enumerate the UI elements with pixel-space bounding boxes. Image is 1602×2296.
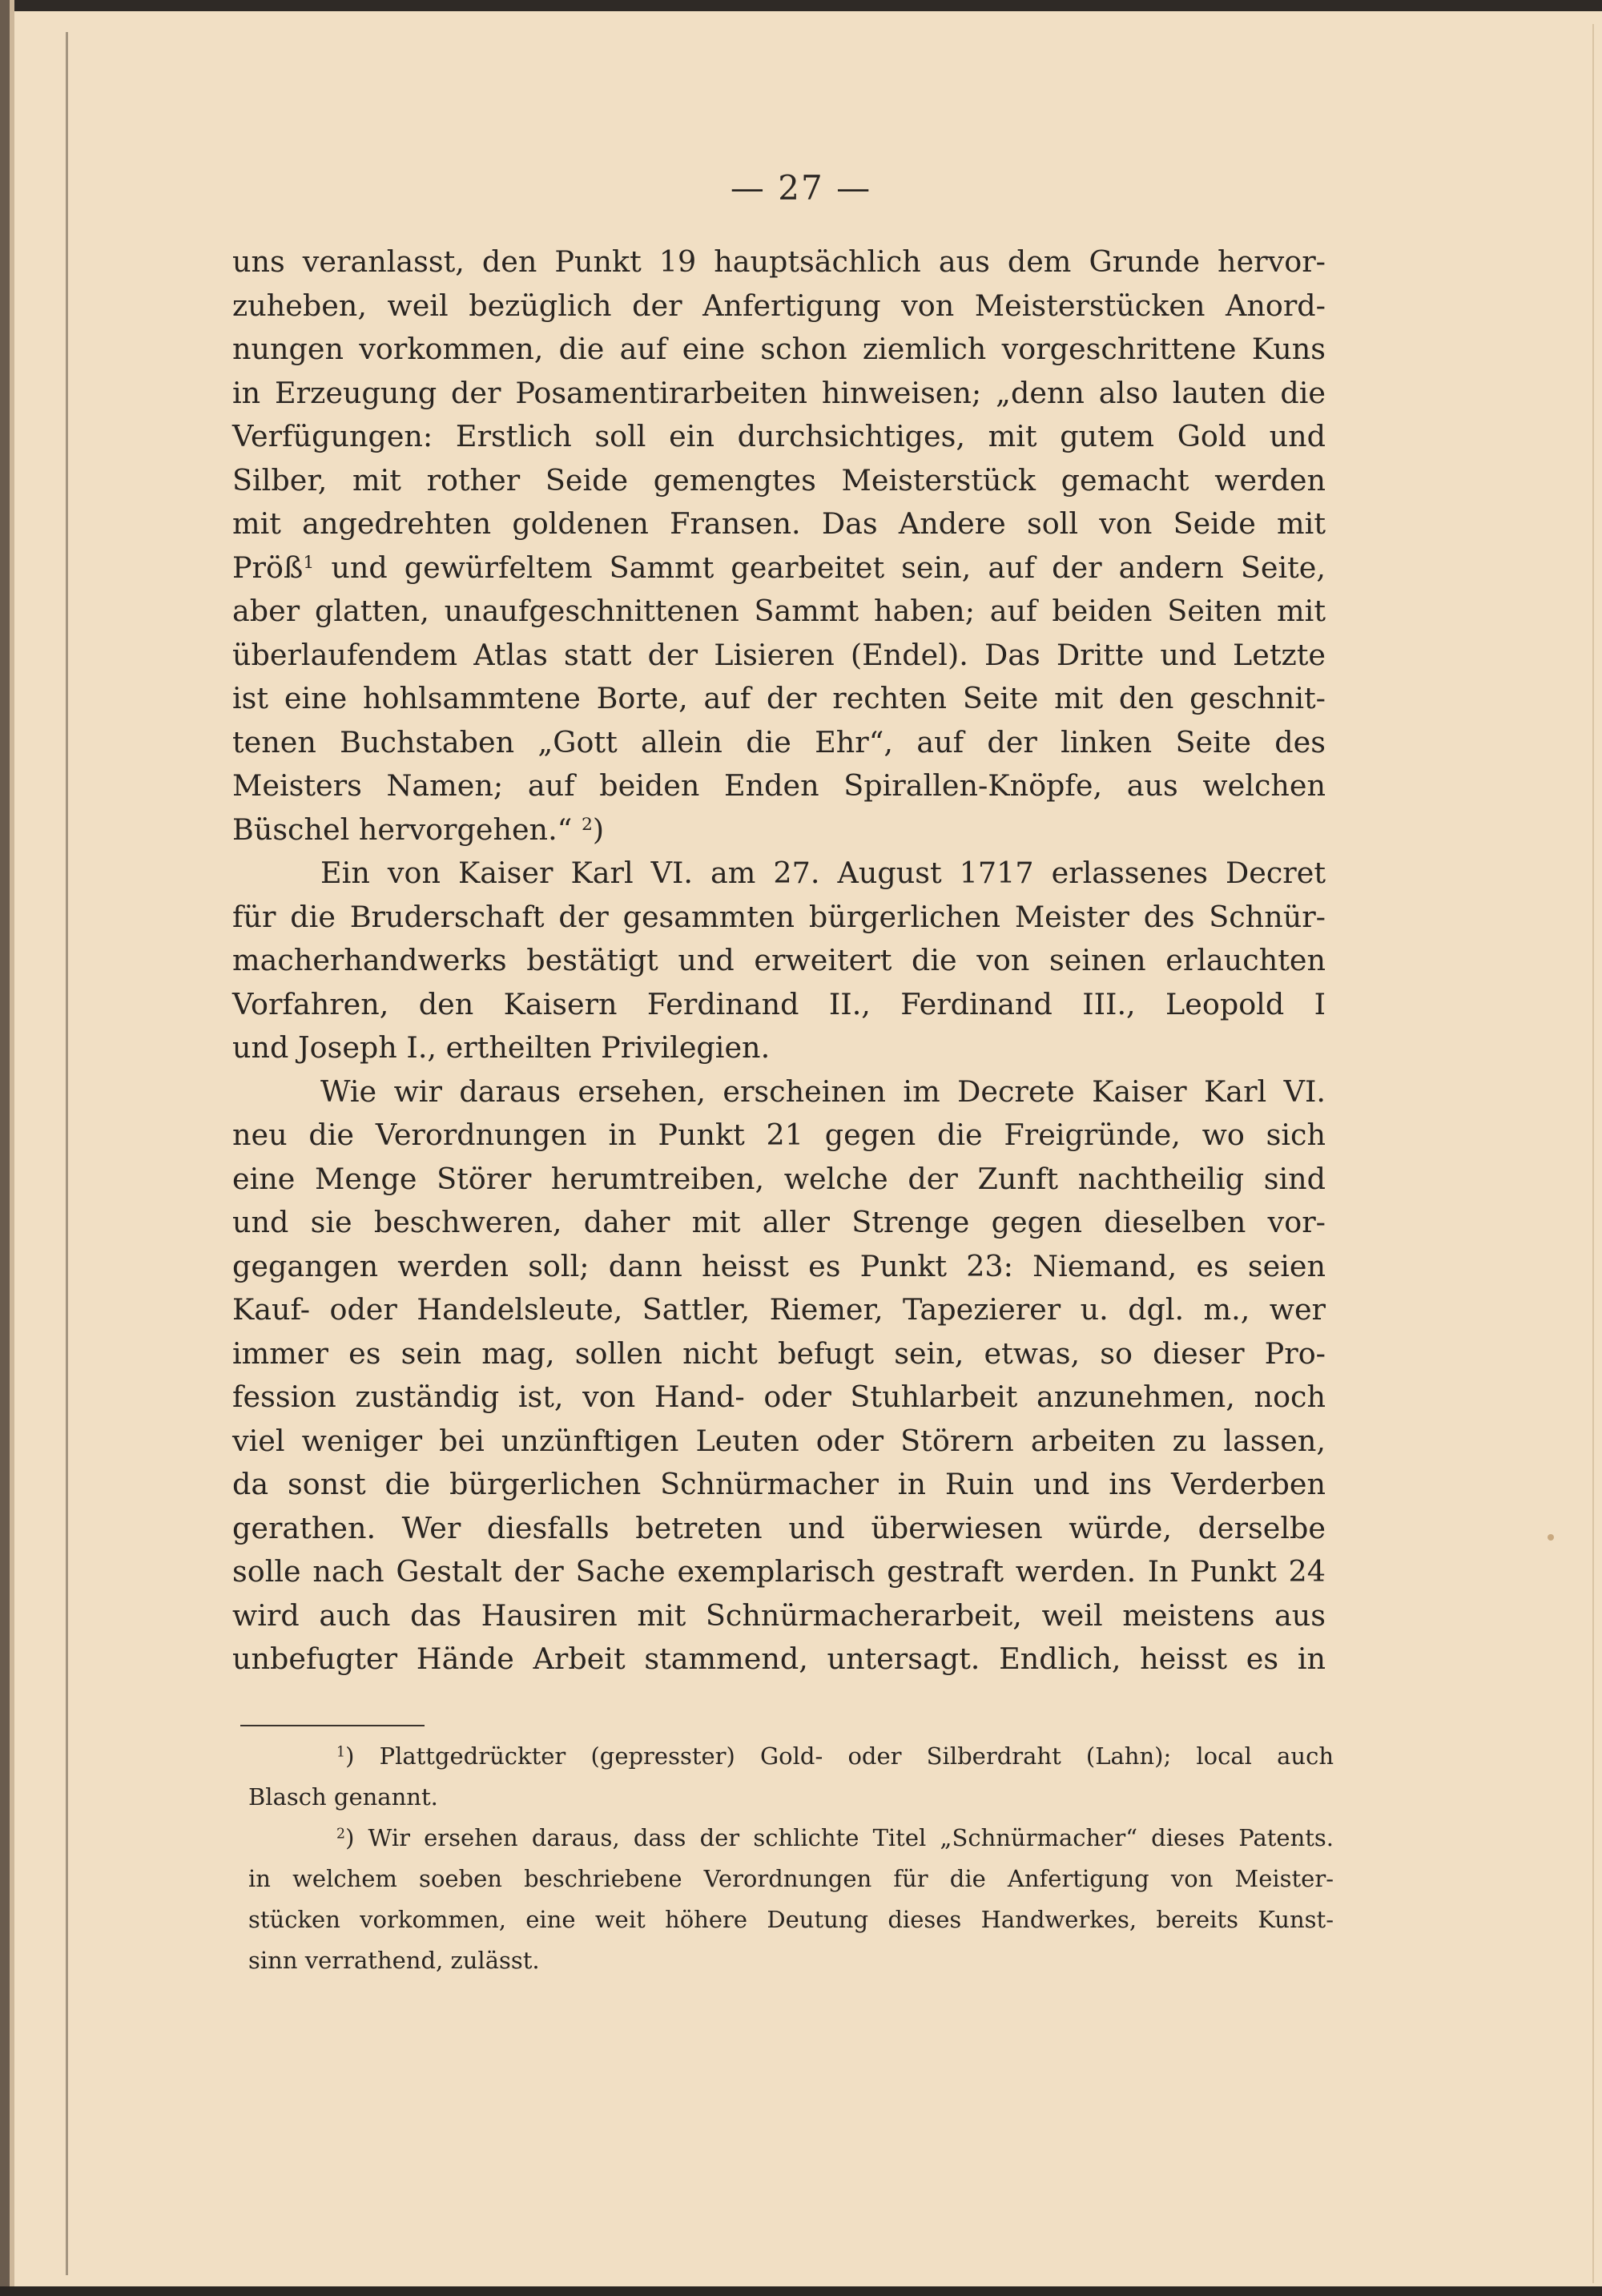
footnote-2-cont: in welchem soeben beschriebene Verordnungen für die Anfertigung von Meister- (248, 1865, 1334, 1892)
body-line: immer es sein mag, sollen nicht befugt sein, etwas, so dieser Pro- (232, 1335, 1326, 1371)
body-line: macherhandwerks bestätigt und erweitert die von seinen erlauchten (232, 943, 1326, 977)
body-line: viel weniger bei unzünftigen Leuten oder Störern arbeiten zu lassen, (232, 1423, 1326, 1458)
footnote-2 (248, 1818, 1334, 1859)
footnote-1 (248, 1736, 1334, 1777)
body-line: eine Menge Störer herumtreiben, welche der Zunft nachtheilig sind (232, 1161, 1326, 1196)
body-line: tenen Buchstaben „Gott allein die Ehr“, auf der linken Seite des (232, 724, 1326, 759)
body-line: für die Bruderschaft der gesammten bürgerlichen Meister des Schnür- (232, 899, 1326, 934)
body-line: uns veranlasst, den Punkt 19 hauptsächlich aus dem Grunde hervor- (232, 244, 1326, 279)
binding-fold-line (66, 32, 68, 2275)
footnote-2-cont: stücken vorkommen, eine weit höhere Deutung dieses Handwerkes, bereits Kunst- (248, 1906, 1334, 1933)
body-line: aber glatten, unaufgeschnittenen Sammt haben; auf beiden Seiten mit (232, 594, 1326, 628)
body-line: unbefugter Hände Arbeit stammend, untersagt. Endlich, heisst es in (232, 1641, 1326, 1676)
page-left-margin-strip (10, 0, 14, 2296)
body-line-8-rest: und gewürfeltem Sammt gearbeitet sein, auf der andern Seite, (314, 550, 1326, 585)
page-left-edge (0, 0, 10, 2296)
body-line-with-note (232, 546, 1326, 590)
body-line-14-text: Büschel hervorgehen.“ (232, 812, 573, 847)
page-right-edge (1592, 24, 1594, 2283)
footnote-ref-2[interactable]: 2 (581, 814, 593, 835)
body-line: zuheben, weil bezüglich der Anfertigung von Meisterstücken Anord- (232, 288, 1326, 323)
paper-stain (1548, 1534, 1554, 1541)
paragraph-start: Ein von Kaiser Karl VI. am 27. August 1717 erlassenes Decret (320, 856, 1326, 890)
body-line: Verfügungen: Erstlich soll ein durchsichtiges, mit gutem Gold und (232, 419, 1326, 453)
body-line: solle nach Gestalt der Sache exemplarisch gestraft werden. In Punkt 24 (232, 1554, 1326, 1589)
body-line: Vorfahren, den Kaisern Ferdinand II., Ferdinand III., Leopold I (232, 986, 1326, 1021)
body-line: fession zuständig ist, von Hand- oder Stuhlarbeit anzunehmen, noch (232, 1380, 1326, 1414)
body-line: Silber, mit rother Seide gemengtes Meisterstück gemacht werden (232, 462, 1326, 497)
body-line-with-note: Büschel hervorgehen.“ $^2$) (232, 812, 605, 847)
body-line: Kauf- oder Handelsleute, Sattler, Riemer, Tapezierer u. dgl. m., wer (232, 1292, 1326, 1327)
body-line: und Joseph I., ertheilten Privilegien. (232, 1030, 771, 1065)
body-line: ist eine hohlsammtene Borte, auf der rechten Seite mit den geschnit- (232, 681, 1326, 715)
body-line: Meisters Namen; auf beiden Enden Spirallen-Knöpfe, aus welchen (232, 768, 1326, 803)
footnote-2-text: ) Wir ersehen daraus, dass der schlichte Titel „Schnürmacher“ dieses Patents. (345, 1824, 1334, 1851)
body-line: überlaufendem Atlas statt der Lisieren (Endel). Das Dritte und Letzte (232, 637, 1326, 672)
footnote-2-cont: sinn verrathend, zulässt. (248, 1947, 540, 1974)
footnote-marker-2: 2 (336, 1826, 346, 1843)
footnote-1-cont: Blasch genannt. (248, 1783, 438, 1811)
footnote-ref-1[interactable]: 1 (303, 552, 315, 573)
body-line: in Erzeugung der Posamentirarbeiten hinweisen; „denn also lauten die (232, 375, 1326, 410)
page-bottom-edge (0, 2286, 1602, 2296)
body-line: neu die Verordnungen in Punkt 21 gegen die Freigründe, wo sich (232, 1118, 1326, 1152)
body-line: da sonst die bürgerlichen Schnürmacher in Ruin und ins Verderben (232, 1467, 1326, 1501)
body-text (232, 240, 1326, 1682)
body-line: wird auch das Hausiren mit Schnürmacherarbeit, weil meistens aus (232, 1597, 1326, 1633)
footnote-separator (240, 1725, 425, 1726)
paragraph-start: Wie wir daraus ersehen, erscheinen im Decrete Kaiser Karl VI. (320, 1073, 1326, 1109)
page-top-edge (0, 0, 1602, 11)
body-line: und sie beschweren, daher mit aller Strenge gegen dieselben vor- (232, 1205, 1326, 1239)
page-number: — 27 — (730, 168, 872, 207)
body-line: gerathen. Wer diesfalls betreten und überwiesen würde, derselbe (232, 1510, 1326, 1545)
body-line-8-start: Pröß (232, 550, 304, 585)
footnote-1-text: ) Plattgedrückter (gepresster) Gold- oder Silberdraht (Lahn); local auch (345, 1742, 1334, 1770)
footnote-marker-1: 1 (336, 1744, 346, 1761)
body-line: mit angedrehten goldenen Fransen. Das Andere soll von Seide mit (232, 506, 1326, 541)
body-line: nungen vorkommen, die auf eine schon ziemlich vorgeschrittene Kuns (232, 332, 1326, 366)
body-line: gegangen werden soll; dann heisst es Punkt 23: Niemand, es seien (232, 1248, 1326, 1283)
footnotes (248, 1736, 1334, 1981)
